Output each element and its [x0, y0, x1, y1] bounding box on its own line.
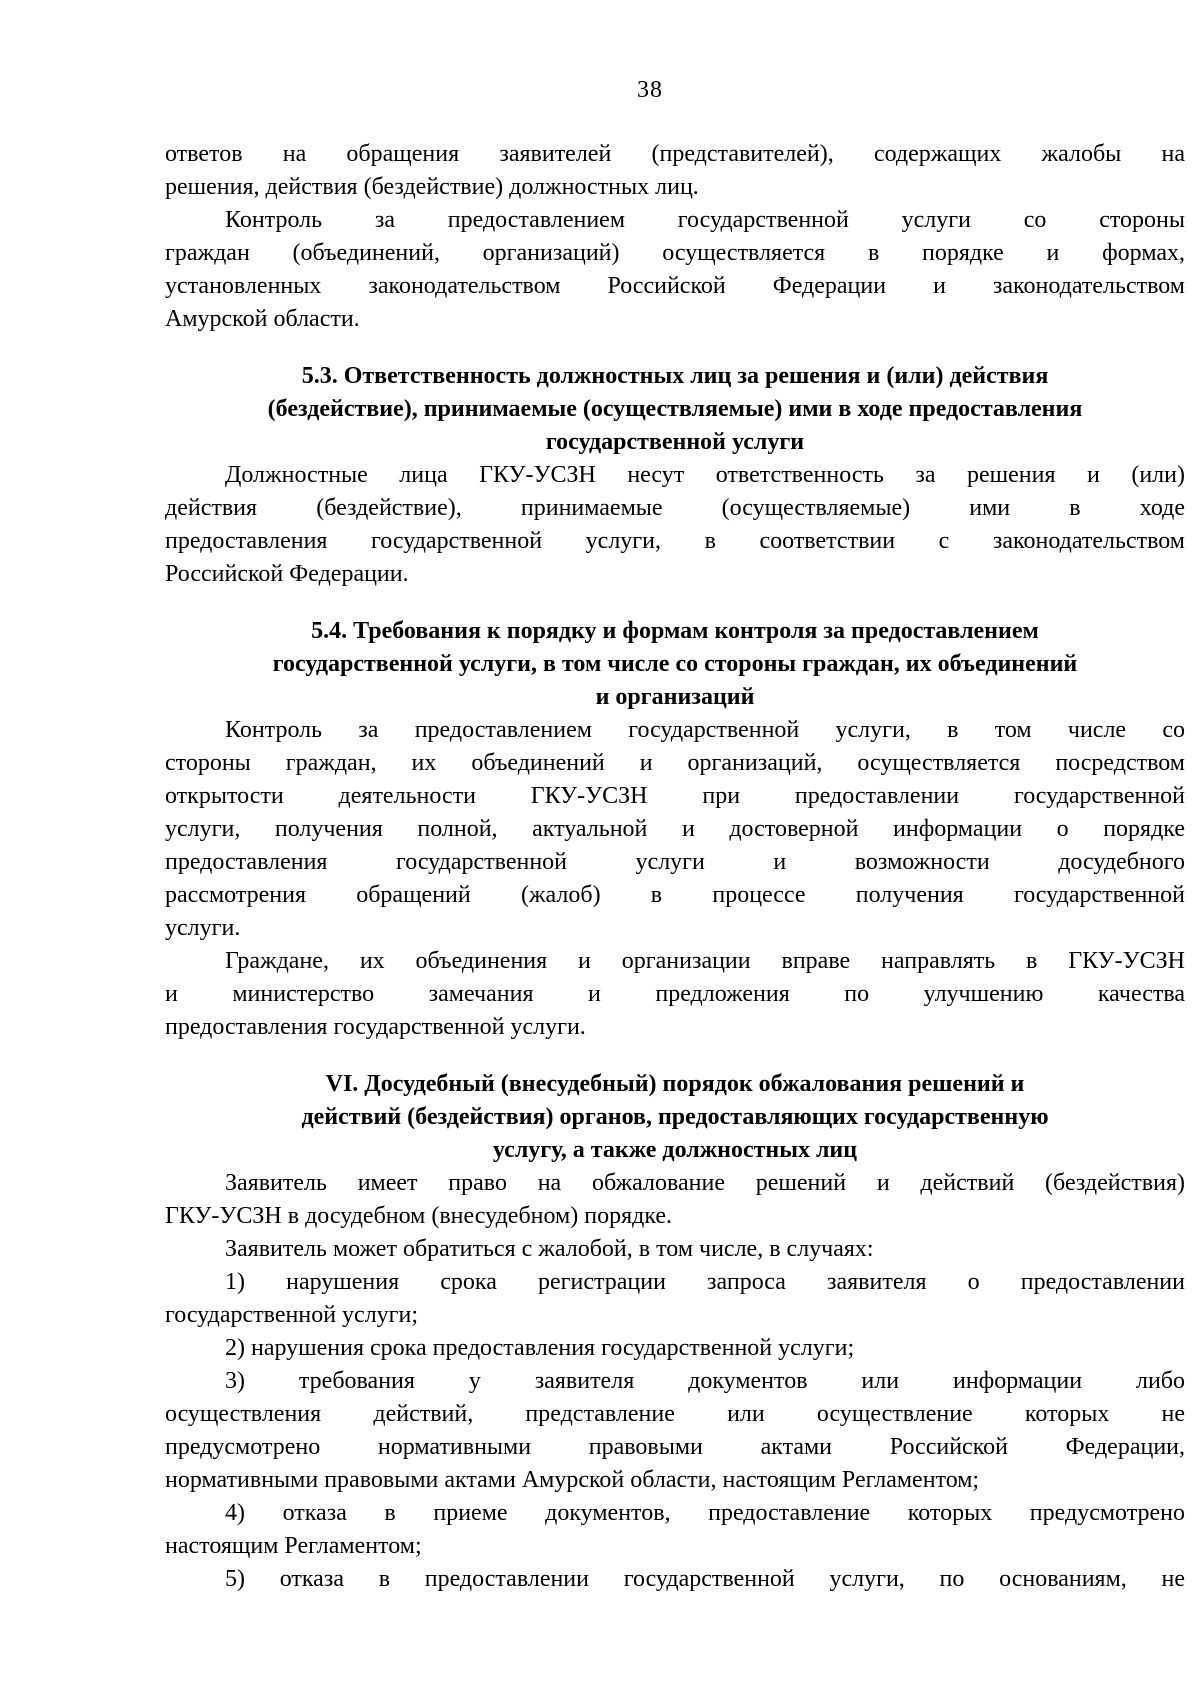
text-line: Амурской области.	[165, 306, 360, 332]
document-body	[165, 138, 1185, 1596]
text-line: действий (бездействия) органов, предоставляющих государственную	[301, 1104, 1049, 1130]
text-line: Граждане, их объединения и организации вправе направлять в ГКУ-УСЗН	[225, 948, 1185, 974]
text-line: (бездействие), принимаемые (осуществляемые) ими в ходе предоставления	[267, 396, 1083, 422]
text-line: установленных законодательством Российской Федерации и законодательством	[165, 273, 1185, 299]
text-line: граждан (объединений, организаций) осуществляется в порядке и формах,	[165, 240, 1185, 266]
paragraph	[165, 459, 1185, 591]
text-line: предусмотрено нормативными правовыми актами Российской Федерации,	[165, 1434, 1185, 1460]
text-line: и министерство замечания и предложения по улучшению качества	[165, 981, 1185, 1007]
text-line: и организаций	[595, 684, 755, 710]
text-line: 3) требования у заявителя документов или информации либо	[225, 1368, 1185, 1394]
text-line: ГКУ-УСЗН в досудебном (внесудебном) порядке.	[165, 1203, 673, 1229]
text-line: услуги, получения полной, актуальной и достоверной информации о порядке	[165, 816, 1185, 842]
text-line: предоставления государственной услуги и возможности досудебного	[165, 849, 1185, 875]
paragraph	[165, 1167, 1185, 1233]
text-line: Контроль за предоставлением государственной услуги со стороны	[225, 207, 1185, 233]
paragraph	[165, 1233, 1185, 1266]
text-line: 4) отказа в приеме документов, предоставление которых предусмотрено	[225, 1500, 1185, 1526]
text-line: стороны граждан, их объединений и организаций, осуществляется посредством	[165, 750, 1185, 776]
text-line: настоящим Регламентом;	[165, 1533, 422, 1559]
text-line: предоставления государственной услуги, в соответствии с законодательством	[165, 528, 1185, 554]
paragraph	[165, 204, 1185, 336]
text-line: действия (бездействие), принимаемые (осуществляемые) ими в ходе	[165, 495, 1185, 521]
text-line: государственной услуги;	[165, 1302, 419, 1328]
text-line: Должностные лица ГКУ-УСЗН несут ответственность за решения и (или)	[225, 462, 1185, 488]
text-line: 5) отказа в предоставлении государственной услуги, по основаниям, не	[225, 1566, 1185, 1592]
text-line: 2) нарушения срока предоставления государственной услуги;	[225, 1335, 855, 1361]
paragraph	[165, 1332, 1185, 1365]
text-line: государственной услуги	[545, 429, 805, 455]
paragraph	[165, 1266, 1185, 1332]
page-number: 38	[637, 77, 663, 103]
text-line: Контроль за предоставлением государственной услуги, в том числе со	[225, 717, 1185, 743]
text-line: открытости деятельности ГКУ-УСЗН при предоставлении государственной	[165, 783, 1185, 809]
text-line: 5.4. Требования к порядку и формам контроля за предоставлением	[311, 618, 1039, 644]
text-line: предоставления государственной услуги.	[165, 1014, 586, 1040]
paragraph	[165, 138, 1185, 204]
paragraph	[165, 714, 1185, 945]
text-line: 5.3. Ответственность должностных лиц за решения и (или) действия	[301, 363, 1049, 389]
text-line: государственной услуги, в том числе со стороны граждан, их объединений	[272, 651, 1078, 677]
text-line: ответов на обращения заявителей (представителей), содержащих жалобы на	[165, 141, 1185, 167]
text-line: Российской Федерации.	[165, 561, 409, 587]
text-line: 1) нарушения срока регистрации запроса заявителя о предоставлении	[225, 1269, 1185, 1295]
text-line: Заявитель может обратиться с жалобой, в том числе, в случаях:	[225, 1236, 874, 1262]
section-heading	[165, 615, 1185, 714]
text-line: нормативными правовыми актами Амурской области, настоящим Регламентом;	[165, 1467, 980, 1493]
text-line: VI. Досудебный (внесудебный) порядок обжалования решений и	[325, 1071, 1025, 1097]
section-heading	[165, 360, 1185, 459]
text-line: Заявитель имеет право на обжалование решений и действий (бездействия)	[225, 1170, 1185, 1196]
paragraph	[165, 1563, 1185, 1596]
paragraph	[165, 1365, 1185, 1497]
text-line: услугу, а также должностных лиц	[492, 1137, 858, 1163]
text-line: решения, действия (бездействие) должностных лиц.	[165, 174, 699, 200]
text-line: услуги.	[165, 915, 241, 941]
paragraph	[165, 945, 1185, 1044]
section-heading	[165, 1068, 1185, 1167]
text-line: осуществления действий, представление или осуществление которых не	[165, 1401, 1185, 1427]
paragraph	[165, 1497, 1185, 1563]
text-line: рассмотрения обращений (жалоб) в процессе получения государственной	[165, 882, 1185, 908]
